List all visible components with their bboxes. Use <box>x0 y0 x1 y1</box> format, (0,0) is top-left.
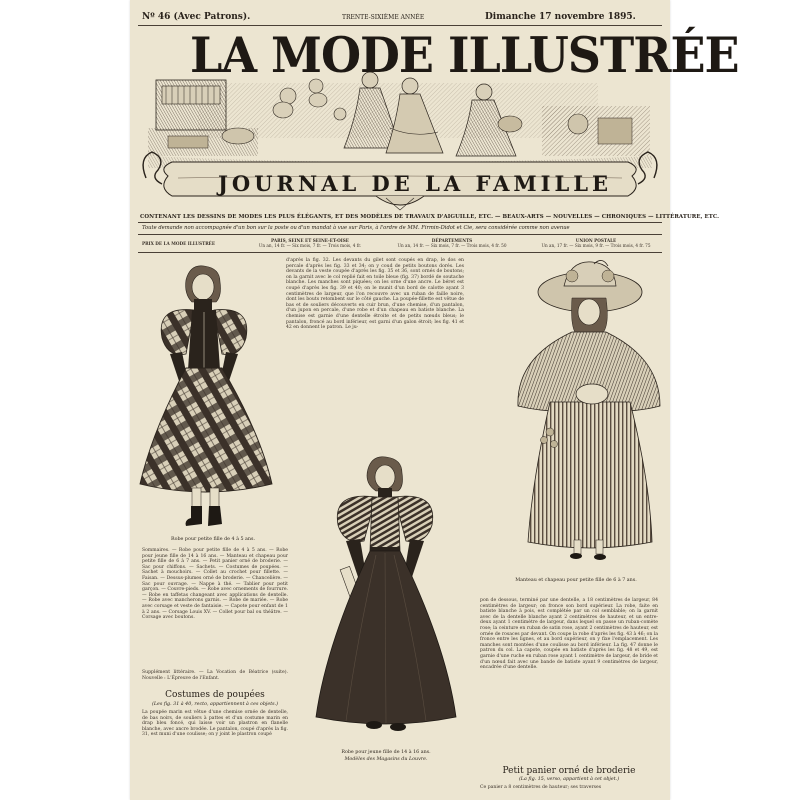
price-label: PRIX DE LA MODE ILLUSTRÉE <box>142 241 216 246</box>
figure-young-woman-dress <box>306 455 466 745</box>
article-top: d'après la fig. 32. Les devants du gilet sont coupés en drap, le dos en percale d'après les fig. 33 et 34; on y coud de petits boutons dorés. Les devants de la veste coupée d'après les fig. 35 et 36, sont ornés de boutons; on la garnit avec le col replié fait en toile bleue (fig. 37) bordé de soutache blanche. Les manches sont piquées; on les orne d'une ancre. Le béret est coupé d'après les fig. 39 et 40; on le munit d'un bord de calotte ayant 3 centimètres de largeur, que l'on recouvre avec un ruban de faille noire, dont les bouts retombent sur le côté gauche. La poupée-fillette est vêtue de bas et de souliers découverts en cuir brun, d'une chemise, d'un pantalon, d'un jupon en percale, d'une robe et d'un chapeau en batiste blanche. La chemise est garnie d'une dentelle étroite et de petits nœuds bleus; le pantalon, froncé au bord inférieur, est garni d'un galon étroit; les fig. 41 et 42 en donnent le patron. Le ju- <box>286 258 464 331</box>
heading-costumes: Costumes de poupées <box>165 690 265 700</box>
caption-left: Robe pour petite fille de 4 à 5 ans. <box>170 537 255 542</box>
summary: Sommaires. — Robe pour petite fille de 4 à 5 ans. — Robe pour jeune fille de 14 à 16 ans. — Manteau et chapeau pour petite fille de 6 à 7 ans. — Petit panier orné de broderie. — Sac pour chiffons. — Sachets. — Costumes de poupées. — Sachet à mouchoirs. — Collet au crochet pour fillette. — Faisan. — Dessus-plumes orné de broderie. — Chancelière. — Sac pour ouvrage. — Nappe à thé. — Tablier pour petit garçon. — Couvre-pieds. — Robe avec ornements de fourrure. — Robe en taffetas changeant avec applications de dentelle. — Robe avec mancherons garnis. — Robe de mariée. — Robe avec corsage et veste de fantaisie. — Capote pour enfant de 1 à 2 ans. — Corsage Louis XV. — Collet pour bal ou théâtre. — Corsage avec boutons. <box>142 548 288 621</box>
masthead-subtitle: JOURNAL DE LA FAMILLE <box>218 171 613 196</box>
price-col-departements <box>382 238 522 248</box>
newspaper-page <box>130 0 739 800</box>
price-col-paris <box>250 238 370 248</box>
price-col-rates: Un an, 14 fr. — Six mois, 7 fr. — Trois mois, 4 fr. 50 <box>397 243 507 248</box>
article-costumes: La poupée marin est vêtue d'une chemise ornée de dentelle, de bas noirs, de souliers à pattes et d'un costume marin en drap bleu foncé, qui laisse voir un plastron en flanelle blanche, avec ancre brodée. Le pantalon, coupé d'après la fig. 31, est muni d'une coulisse; on y joint le plastron coupé <box>142 710 288 738</box>
caption-right: Manteau et chapeau pour petite fille de 6 à 7 ans. <box>515 578 637 583</box>
price-col-rates: Un an, 14 fr. — Six mois, 7 fr. — Trois mois, 4 fr. <box>258 243 362 248</box>
price-col-title: UNION POSTALE <box>575 238 617 243</box>
issue-date: Dimanche 17 novembre 1895. <box>485 12 636 22</box>
figure-cape-hat <box>510 262 660 562</box>
article-panier: Ce panier a 8 centimètres de hauteur; ses traverses <box>480 785 602 790</box>
heading-panier: Petit panier orné de broderie <box>502 766 636 776</box>
tagline-rule <box>138 222 662 223</box>
volume-year: TRENTE-SIXIÈME ANNÉE <box>342 14 425 21</box>
article-right: pon de dessous, terminé par une dentelle, a 18 centimètres de largeur, 84 centimètres de largeur; on fronce son bord supérieur. La robe, faite en batiste blanche à pois, est complétée par un col semblable; on la garnit avec de la dentelle blanche ayant 2 centimètres de hauteur, et un entre-deux ayant 1 centimètre de largeur, dans lequel on passe un ruban-comète rose; la ceinture en ruban de satin rose, ayant 2 centimètres de hauteur, est ornée de rosaces par devant. On coupe la robe d'après les fig. 43 à 46; on la fronce entre les lignes, et au bord supérieur, on y fixe l'emplacement. Les manches sont montées d'une coulisse au bord inférieur. La fig. 47 donne le patron du col. La capote, coupée en batiste d'après les fig. 48 et 49, est garnie d'une ruche en ruban rose ayant 1 centimètre de largeur, de bride et d'un nœud fait avec une bande de batiste ayant 9 centimètres de largeur, encadrée d'une dentelle. <box>480 598 658 671</box>
issue-number: Nº 46 (Avec Patrons). <box>142 12 251 22</box>
masthead-title: LA MODE ILLUSTRÉE <box>190 26 739 84</box>
supplement: Supplément littéraire. — La Vocation de Béatrice (suite). Nouvelle : L'Épreuve de l'Enfant. <box>142 670 288 681</box>
subheading-costumes: (Les fig. 31 à 40, recto, appartiennent à ces objets.) <box>151 702 279 707</box>
price-rule <box>138 252 662 253</box>
subscription-notice: Toute demande non accompagnée d'un bon sur la poste ou d'un mandat à vue sur Paris, à l'ordre de MM. Firmin-Didot et Cie, sera considérée comme non avenue <box>142 225 570 231</box>
caption-center: Robe pour jeune fille de 14 à 16 ans. <box>341 750 431 755</box>
price-col-union <box>530 238 662 248</box>
price-col-rates: Un an, 17 fr. — Six mois, 9 fr. — Trois mois, 4 fr. 75 <box>541 243 651 248</box>
caption-center-source: Modèles des Magasins du Louvre. <box>344 757 428 762</box>
price-col-title: DÉPARTEMENTS <box>431 238 473 243</box>
price-col-title: PARIS, SEINE ET SEINE-ET-OISE <box>271 238 349 243</box>
notice-rule <box>138 234 662 235</box>
figure-plaid-dress <box>136 262 286 534</box>
subheading-panier: (La fig. 15, verso, appartient à cet objet.) <box>518 777 620 782</box>
tagline: CONTENANT LES DESSINS DE MODES LES PLUS ÉLÉGANTS, ET DES MODÈLES DE TRAVAUX D'AIGUILLE, ETC. — BEAUX-ARTS — NOUVELLES — CHRONIQUES — LITTÉRATURE, ETC. <box>140 214 720 220</box>
